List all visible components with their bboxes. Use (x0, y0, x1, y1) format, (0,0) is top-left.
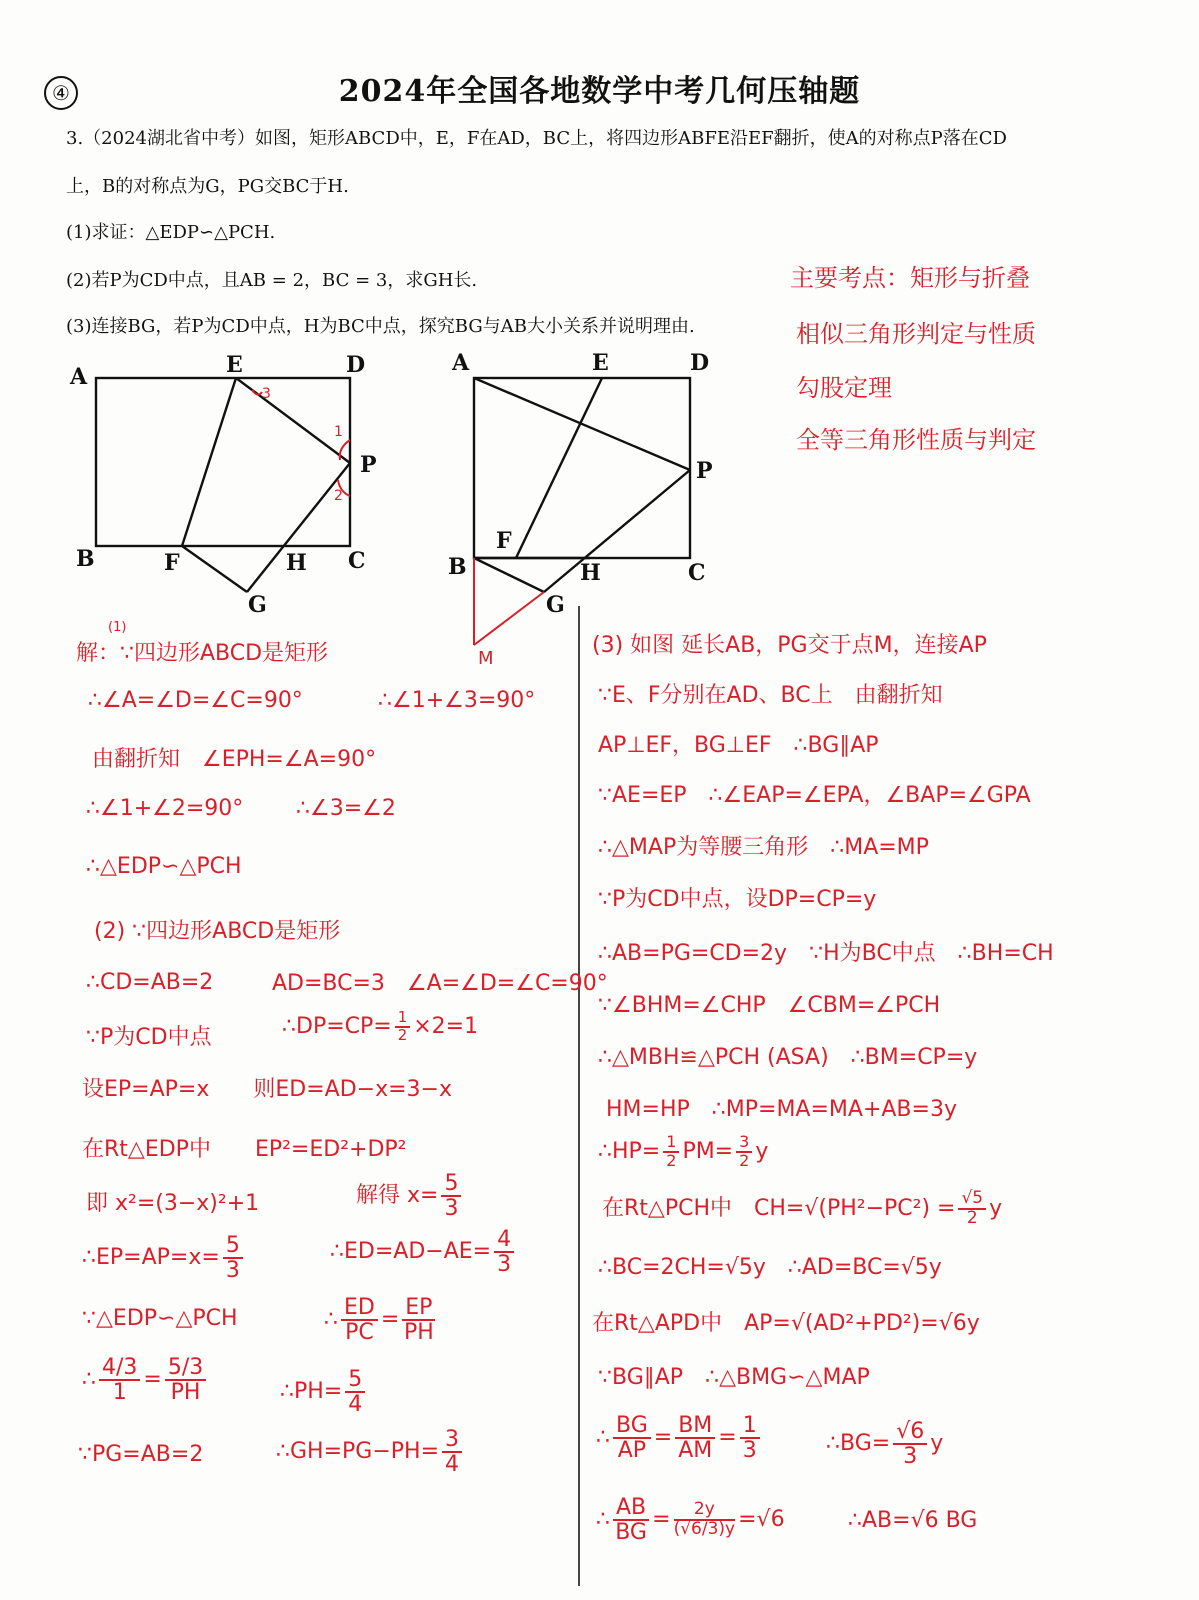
fig2-segment-ef (516, 378, 602, 558)
s3-line-12-tail: y (989, 1195, 1003, 1221)
key-point-2: 相似三角形判定与性质 (796, 320, 1036, 348)
fig1-label-p: P (360, 452, 377, 478)
s3-line-11-mid: PM= (682, 1138, 734, 1164)
s2-line-1: (2) ∵四边形ABCD是矩形 (94, 919, 341, 944)
s1-line-4b: ∴∠3=∠2 (296, 796, 396, 821)
s3-line-16b (826, 1420, 943, 1468)
fig2-label-d: D (690, 350, 710, 376)
s1-line-2b: ∴∠1+∠3=90° (378, 688, 536, 713)
s3-line-9: ∴△MBH≌△PCH (ASA) ∴BM=CP=y (598, 1045, 978, 1070)
numerator: 3 (736, 1134, 752, 1153)
s2-line-2b: AD=BC=3 ∠A=∠D=∠C=90° (272, 971, 608, 996)
fig2-label-g: G (546, 592, 565, 618)
fig1-label-g: G (248, 592, 267, 618)
fig2-label-f: F (496, 528, 512, 554)
s3-line-17b: ∴AB=√6 BG (848, 1508, 978, 1533)
numerator: 1 (663, 1134, 679, 1153)
denominator: 3 (444, 1196, 459, 1222)
denominator: 2 (739, 1150, 750, 1170)
s2-line-8b-text: ∴ (324, 1307, 338, 1333)
page-number: ④ (44, 76, 78, 110)
s3-line-17a-tail: =√6 (738, 1507, 785, 1533)
s2-line-9a (82, 1356, 209, 1404)
s3-line-17a-text: ∴ (596, 1507, 610, 1533)
s2-line-7b (330, 1228, 517, 1276)
question-1: (1)求证：△EDP∽△PCH. (66, 222, 276, 243)
equals: = (143, 1367, 162, 1393)
fraction (613, 1496, 649, 1544)
s3-line-17a (596, 1496, 785, 1544)
denominator: 3 (497, 1252, 512, 1278)
s3-line-11 (598, 1134, 768, 1170)
numerator: 1 (740, 1414, 760, 1439)
fraction (395, 1010, 411, 1044)
fig1-label-c: C (348, 548, 366, 574)
numerator: 4 (494, 1228, 514, 1253)
s2-line-4: 设EP=AP=x 则ED=AD−x=3−x (82, 1077, 452, 1102)
fraction (675, 1414, 715, 1462)
s2-line-3b (282, 1010, 478, 1044)
numerator: EP (402, 1296, 435, 1321)
denominator: 4 (445, 1452, 460, 1478)
s1-line-1: 解：∵四边形ABCD是矩形 (76, 641, 329, 666)
fig1-label-b: B (76, 546, 95, 572)
numerator: 5 (223, 1234, 243, 1259)
fraction (893, 1420, 927, 1468)
equals: = (380, 1307, 400, 1333)
s2-line-3b-text: ∴DP=CP= (282, 1013, 392, 1039)
s2-line-3a: ∵P为CD中点 (86, 1025, 212, 1050)
geometry-figures (0, 0, 1199, 700)
s2-line-5: 在Rt△EDP中 EP²=ED²+DP² (82, 1137, 407, 1162)
question-2: (2)若P为CD中点，且AB = 2，BC = 3，求GH长. (66, 270, 478, 291)
denominator: AM (678, 1438, 713, 1464)
fig2-label-a: A (452, 350, 470, 376)
fig1-angle-1-label: 1 (334, 424, 343, 440)
numerator: BM (675, 1414, 715, 1439)
fig1-label-h: H (286, 550, 307, 576)
s2-line-10b (276, 1428, 465, 1476)
fraction (740, 1414, 760, 1462)
fraction (674, 1501, 736, 1539)
s3-line-16b-tail: y (930, 1431, 944, 1457)
denominator: AP (617, 1438, 647, 1464)
s2-line-9b (280, 1368, 368, 1416)
equals: = (653, 1425, 673, 1451)
s3-line-13: ∴BC=2CH=√5y ∴AD=BC=√5y (598, 1255, 942, 1280)
s3-line-5: ∴△MAP为等腰三角形 ∴MA=MP (598, 835, 929, 860)
s2-line-3b-tail: ×2=1 (413, 1013, 479, 1039)
s2-line-10a: ∵PG=AB=2 (78, 1442, 204, 1467)
problem-line-1: 3.（2024湖北省中考）如图，矩形ABCD中，E，F在AD，BC上，将四边形ABFE沿EF翻折，使A的对称点P落在CD (66, 128, 1007, 149)
fig1-label-a: A (70, 364, 88, 390)
denominator: PC (345, 1320, 374, 1346)
fig2-segment-bg (474, 558, 544, 592)
s1-mark: (1) (108, 620, 127, 635)
numerator: ED (341, 1296, 378, 1321)
s2-line-7a (82, 1234, 246, 1282)
s2-line-6b (356, 1172, 464, 1220)
fig2-label-e: E (592, 350, 609, 376)
fig2-label-c: C (688, 560, 706, 586)
s2-line-10b-text: ∴GH=PG−PH= (276, 1439, 440, 1465)
s2-line-2a: ∴CD=AB=2 (86, 970, 214, 995)
numerator: AB (613, 1496, 649, 1521)
denominator: 2 (966, 1207, 978, 1228)
s3-line-10: HM=HP ∴MP=MA=MA+AB=3y (606, 1097, 957, 1122)
numerator: 2y (674, 1501, 736, 1521)
figure-1 (96, 378, 350, 592)
fraction (958, 1190, 986, 1228)
denominator: PH (403, 1320, 434, 1346)
numerator: BG (613, 1414, 651, 1439)
numerator: 4/3 (99, 1356, 140, 1381)
s2-line-8a: ∵△EDP∽△PCH (82, 1306, 238, 1331)
denominator: 3 (742, 1438, 757, 1464)
s2-line-7b-text: ∴ED=AD−AE= (330, 1239, 492, 1265)
fig1-rectangle-abcd (96, 378, 350, 546)
s3-line-8: ∵∠BHM=∠CHP ∠CBM=∠PCH (598, 993, 941, 1018)
key-point-4: 全等三角形性质与判定 (796, 426, 1036, 454)
s1-line-5: ∴△EDP∽△PCH (86, 854, 242, 879)
s2-line-7a-text: ∴EP=AP=x= (82, 1245, 220, 1271)
fig2-segment-pg (544, 470, 690, 592)
fig1-label-e: E (226, 352, 243, 378)
question-3: (3)连接BG，若P为CD中点，H为BC中点，探究BG与AB大小关系并说明理由. (66, 316, 695, 337)
s3-line-12 (602, 1190, 1002, 1228)
s2-line-8b (324, 1296, 438, 1344)
s2-line-6a: 即 x²=(3−x)²+1 (86, 1191, 260, 1216)
s3-line-16a-text: ∴ (596, 1425, 610, 1451)
fraction (736, 1134, 752, 1170)
numerator: 5/3 (165, 1356, 206, 1381)
denominator: 2 (666, 1150, 677, 1170)
denominator: BG (615, 1520, 647, 1546)
fraction (402, 1296, 435, 1344)
denominator: 4 (348, 1392, 363, 1418)
numerator: 3 (442, 1428, 462, 1453)
numerator: 5 (345, 1368, 365, 1393)
denominator: 2 (397, 1025, 408, 1044)
fraction (494, 1228, 514, 1276)
denominator: PH (170, 1380, 201, 1406)
problem-line-2: 上，B的对称点为G，PG交BC于H. (66, 176, 349, 197)
s3-line-3: AP⊥EF，BG⊥EF ∴BG∥AP (598, 733, 879, 758)
fig2-segment-gm (474, 592, 544, 645)
fraction (441, 1172, 461, 1220)
denominator: 1 (112, 1380, 127, 1406)
fraction (99, 1356, 140, 1404)
s3-line-12-text: 在Rt△PCH中 CH=√(PH²−PC²) = (602, 1195, 956, 1221)
key-point-3: 勾股定理 (796, 374, 892, 402)
s1-line-2a: ∴∠A=∠D=∠C=90° (88, 688, 303, 713)
s3-line-11-text: ∴HP= (598, 1138, 661, 1164)
fig2-label-p: P (696, 458, 713, 484)
fig1-segment-fg (182, 546, 247, 592)
page-title: 2024年全国各地数学中考几何压轴题 (338, 74, 861, 109)
s3-line-16b-text: ∴BG= (826, 1431, 891, 1457)
fig2-label-b: B (448, 554, 467, 580)
equals: = (652, 1507, 671, 1533)
fraction (165, 1356, 206, 1404)
s3-line-1: (3) 如图 延长AB，PG交于点M，连接AP (592, 633, 987, 658)
s1-line-4a: ∴∠1+∠2=90° (86, 796, 244, 821)
s2-line-9b-text: ∴PH= (280, 1379, 343, 1405)
s3-line-16a (596, 1414, 763, 1462)
s3-line-15: ∵BG∥AP ∴△BMG∽△MAP (598, 1365, 870, 1390)
numerator: 1 (395, 1010, 411, 1028)
denominator: (√6/3)y (673, 1519, 736, 1540)
fig2-segment-ap (474, 378, 690, 470)
numerator: 5 (441, 1172, 461, 1197)
denominator: 3 (903, 1444, 918, 1470)
fraction (613, 1414, 651, 1462)
column-divider (578, 606, 580, 1586)
s3-line-11-tail: y (755, 1138, 769, 1164)
s3-line-4: ∵AE=EP ∴∠EAP=∠EPA，∠BAP=∠GPA (598, 783, 1031, 808)
s3-line-7: ∴AB=PG=CD=2y ∵H为BC中点 ∴BH=CH (598, 941, 1054, 966)
fraction (442, 1428, 462, 1476)
fig1-label-d: D (346, 352, 366, 378)
numerator: √6 (893, 1420, 927, 1445)
figure-2 (474, 378, 690, 645)
fig1-angle-3-label: 3 (262, 386, 271, 402)
s2-line-9a-text: ∴ (82, 1367, 96, 1393)
s3-line-2: ∵E、F分别在AD、BC上 由翻折知 (598, 683, 943, 708)
s3-line-14: 在Rt△APD中 AP=√(AD²+PD²)=√6y (592, 1311, 980, 1336)
denominator: 3 (225, 1258, 240, 1284)
numerator: √5 (958, 1190, 986, 1210)
fig2-label-m: M (478, 648, 494, 669)
s1-line-3: 由翻折知 ∠EPH=∠A=90° (92, 747, 377, 772)
fig1-label-f: F (164, 550, 180, 576)
fraction (345, 1368, 365, 1416)
s3-line-6: ∵P为CD中点，设DP=CP=y (598, 887, 877, 912)
equals: = (718, 1425, 737, 1451)
key-point-1: 主要考点：矩形与折叠 (790, 264, 1030, 292)
fig1-segment-ef (182, 378, 236, 546)
fraction (663, 1134, 679, 1170)
fraction (341, 1296, 378, 1344)
s2-line-6b-text: 解得 x= (356, 1183, 439, 1209)
fraction (223, 1234, 243, 1282)
fig2-label-h: H (580, 560, 601, 586)
fig1-angle-2-label: 2 (334, 488, 343, 504)
